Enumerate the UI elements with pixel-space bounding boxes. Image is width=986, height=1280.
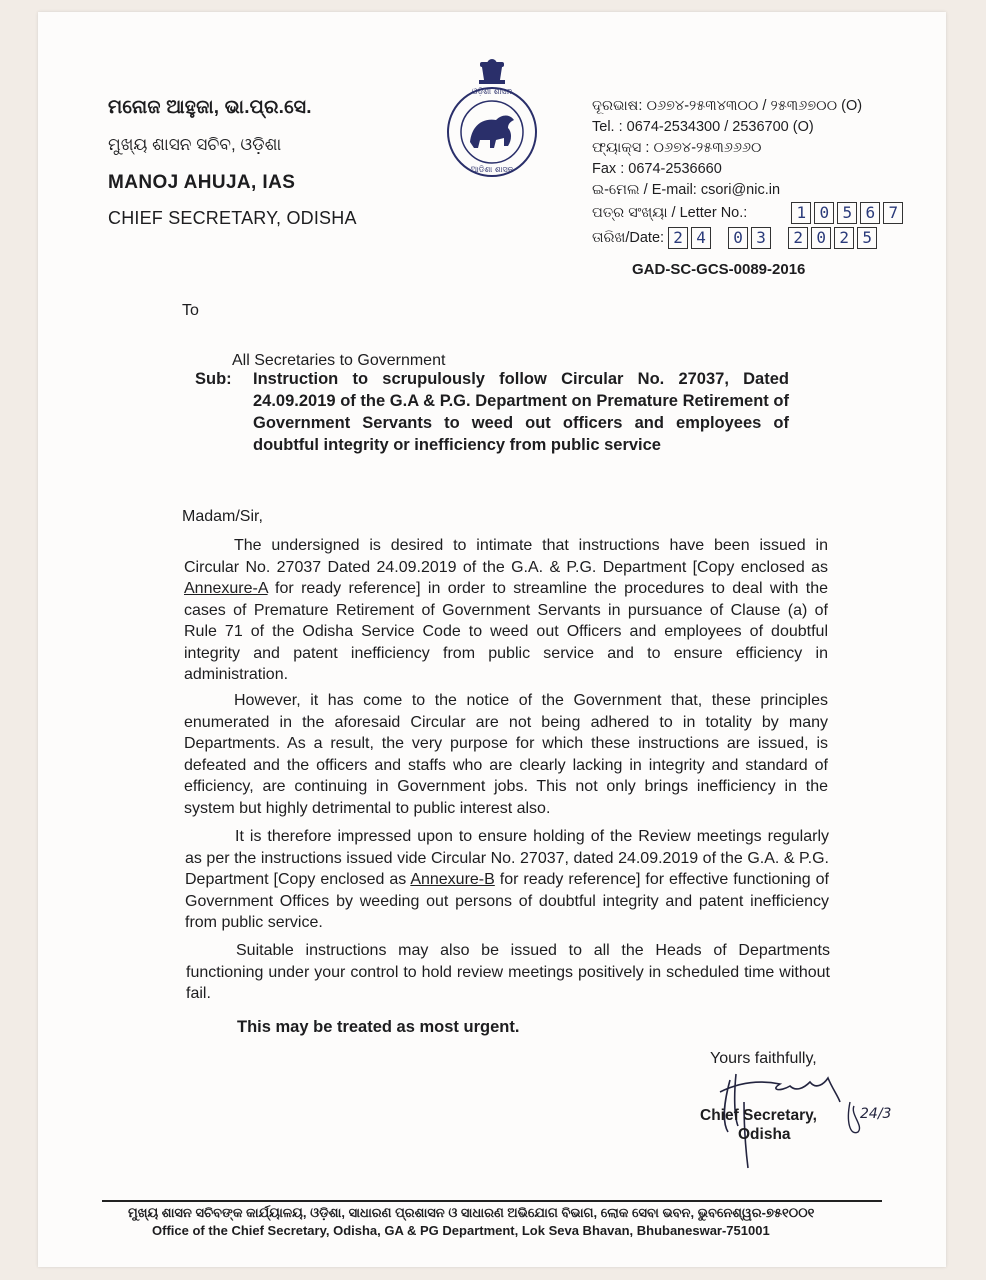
letter-digit: 5 bbox=[837, 202, 857, 224]
footer-english: Office of the Chief Secretary, Odisha, GA & PG Department, Lok Seva Bhavan, Bhubaneswar-751001 bbox=[152, 1223, 770, 1238]
fax-english: Fax : 0674-2536660 bbox=[592, 161, 722, 177]
designation-english: CHIEF SECRETARY, ODISHA bbox=[108, 208, 357, 228]
name-odia: ମନୋଜ ଆହୁଜା, ଭା.ପ୍ର.ସେ. bbox=[108, 97, 312, 118]
fax-odia: ଫ୍ୟାକ୍ସ : ୦୬୭୪-୨୫୩୬୬୬୦ bbox=[592, 140, 762, 156]
letter-digit: 1 bbox=[791, 202, 811, 224]
letter-digit: 6 bbox=[860, 202, 880, 224]
letter-digit: 0 bbox=[814, 202, 834, 224]
letter-number bbox=[592, 202, 906, 224]
file-reference: GAD-SC-GCS-0089-2016 bbox=[632, 261, 806, 278]
date-digit: 2 bbox=[834, 227, 854, 249]
date-digit: 0 bbox=[811, 227, 831, 249]
closing: Yours faithfully, bbox=[710, 1050, 817, 1067]
addressee: All Secretaries to Government bbox=[232, 352, 446, 369]
phone-english: Tel. : 0674-2534300 / 2536700 (O) bbox=[592, 119, 814, 135]
annexure-b-reference: Annexure-B bbox=[410, 871, 495, 888]
date-label: ତାରିଖ/Date: bbox=[592, 229, 665, 246]
name-english: MANOJ AHUJA, IAS bbox=[108, 172, 296, 193]
date-day-boxes bbox=[668, 227, 714, 249]
emblem-seal-icon bbox=[432, 58, 552, 180]
paragraph-3-text-cont: for ready reference] for effective functioning of Government Offices by weeding out persons of doubtful integrity and patent inefficiency from public service. bbox=[185, 871, 829, 931]
subject-text: Instruction to scrupulously follow Circular No. 27037, Dated 24.09.2019 of the G.A & P.G. Department on Premature Retirement of Government Servants to weed out officers and employees of doubtful integrity or inefficiency from public service bbox=[253, 370, 789, 454]
signatory-place: Odisha bbox=[738, 1126, 791, 1143]
signatory-title: Chief Secretary, bbox=[700, 1107, 817, 1124]
letter-digit: 7 bbox=[883, 202, 903, 224]
date-digit: 5 bbox=[857, 227, 877, 249]
to-label: To bbox=[182, 302, 199, 319]
salutation: Madam/Sir, bbox=[182, 508, 263, 525]
subject-label: Sub: bbox=[195, 370, 232, 388]
date-digit: 2 bbox=[668, 227, 688, 249]
odisha-emblem bbox=[432, 58, 552, 180]
date-digit: 3 bbox=[751, 227, 771, 249]
paragraph-3 bbox=[185, 826, 829, 934]
letter-number-label: ପତ୍ର ସଂଖ୍ୟା / Letter No.: bbox=[592, 204, 748, 221]
annexure-a-reference: Annexure-A bbox=[184, 580, 268, 597]
paragraph-3-text: It is therefore impressed upon to ensure holding of the Review meetings regularly as per the instructions issued vide Circular No. 27037, dated 24.09.2019 of the G.A. & P.G. Department [Copy enclosed as bbox=[185, 828, 829, 888]
footer-odia: ମୁଖ୍ୟ ଶାସନ ସଚିବଙ୍କ କାର୍ଯ୍ୟାଳୟ, ଓଡ଼ିଶା, ସାଧାରଣ ପ୍ରଶାସନ ଓ ସାଧାରଣ ଅଭିଯୋଗ ବିଭାଗ, ଲୋକ ସେବା ଭବନ, ଭୁବନେଶ୍ୱର-୭୫୧୦୦୧ bbox=[128, 1205, 815, 1220]
emblem-top-text: ଓଡ଼ିଶା ଶାସନ bbox=[471, 87, 513, 96]
paragraph-4: Suitable instructions may also be issued to all the Heads of Departments functioning under your control to hold review meetings positively in scheduled time without fail. bbox=[186, 942, 830, 1002]
date-digit: 2 bbox=[788, 227, 808, 249]
emblem-bottom-text: ଆଡିଶା ଶାସନ bbox=[470, 165, 514, 174]
date-digit: 0 bbox=[728, 227, 748, 249]
paragraph-1-text: The undersigned is desired to intimate that instructions have been issued in Circular No. 27037 Dated 24.09.2019 of the G.A. & P.G. Department [Copy enclosed as bbox=[184, 537, 828, 576]
urgent-note: This may be treated as most urgent. bbox=[237, 1018, 520, 1036]
paragraph-1 bbox=[184, 535, 828, 686]
designation-odia: ମୁଖ୍ୟ ଶାସନ ସଚିବ, ଓଡ଼ିଶା bbox=[108, 135, 282, 154]
footer-rule bbox=[102, 1200, 882, 1202]
letter-date bbox=[592, 227, 880, 249]
letter-number-boxes bbox=[791, 202, 906, 224]
paragraph-1-text-cont: for ready reference] in order to streamline the procedures to deal with the cases of Premature Retirement of Government Servants in pursuance of Clause (a) of Rule 71 of the Odisha Service Code to weed out Officers and employees of doubtful integrity and patent inefficiency from public service and to ensure efficiency in administration. bbox=[184, 580, 828, 683]
email: ଇ-ମେଲ / E-mail: csori@nic.in bbox=[592, 182, 781, 198]
signature-date: 24/3 bbox=[860, 1106, 892, 1122]
phone-odia: ଦୂରଭାଷ: ୦୬୭୪-୨୫୩୪୩୦୦ / ୨୫୩୬୭୦୦ (O) bbox=[592, 98, 863, 114]
paragraph-2: However, it has come to the notice of the Government that, these principles enumerated in the aforesaid Circular are not being adhered to in totality by many Departments. As a result, the very purpose for which these instructions are issued, is defeated and the officers and staffs who are clearly lacking in integrity and standard of efficiency, are continuing in Government jobs. This not only brings inefficiency in the system but highly detrimental to public interest also. bbox=[184, 692, 828, 817]
date-month-boxes bbox=[728, 227, 774, 249]
date-year-boxes bbox=[788, 227, 880, 249]
date-digit: 4 bbox=[691, 227, 711, 249]
